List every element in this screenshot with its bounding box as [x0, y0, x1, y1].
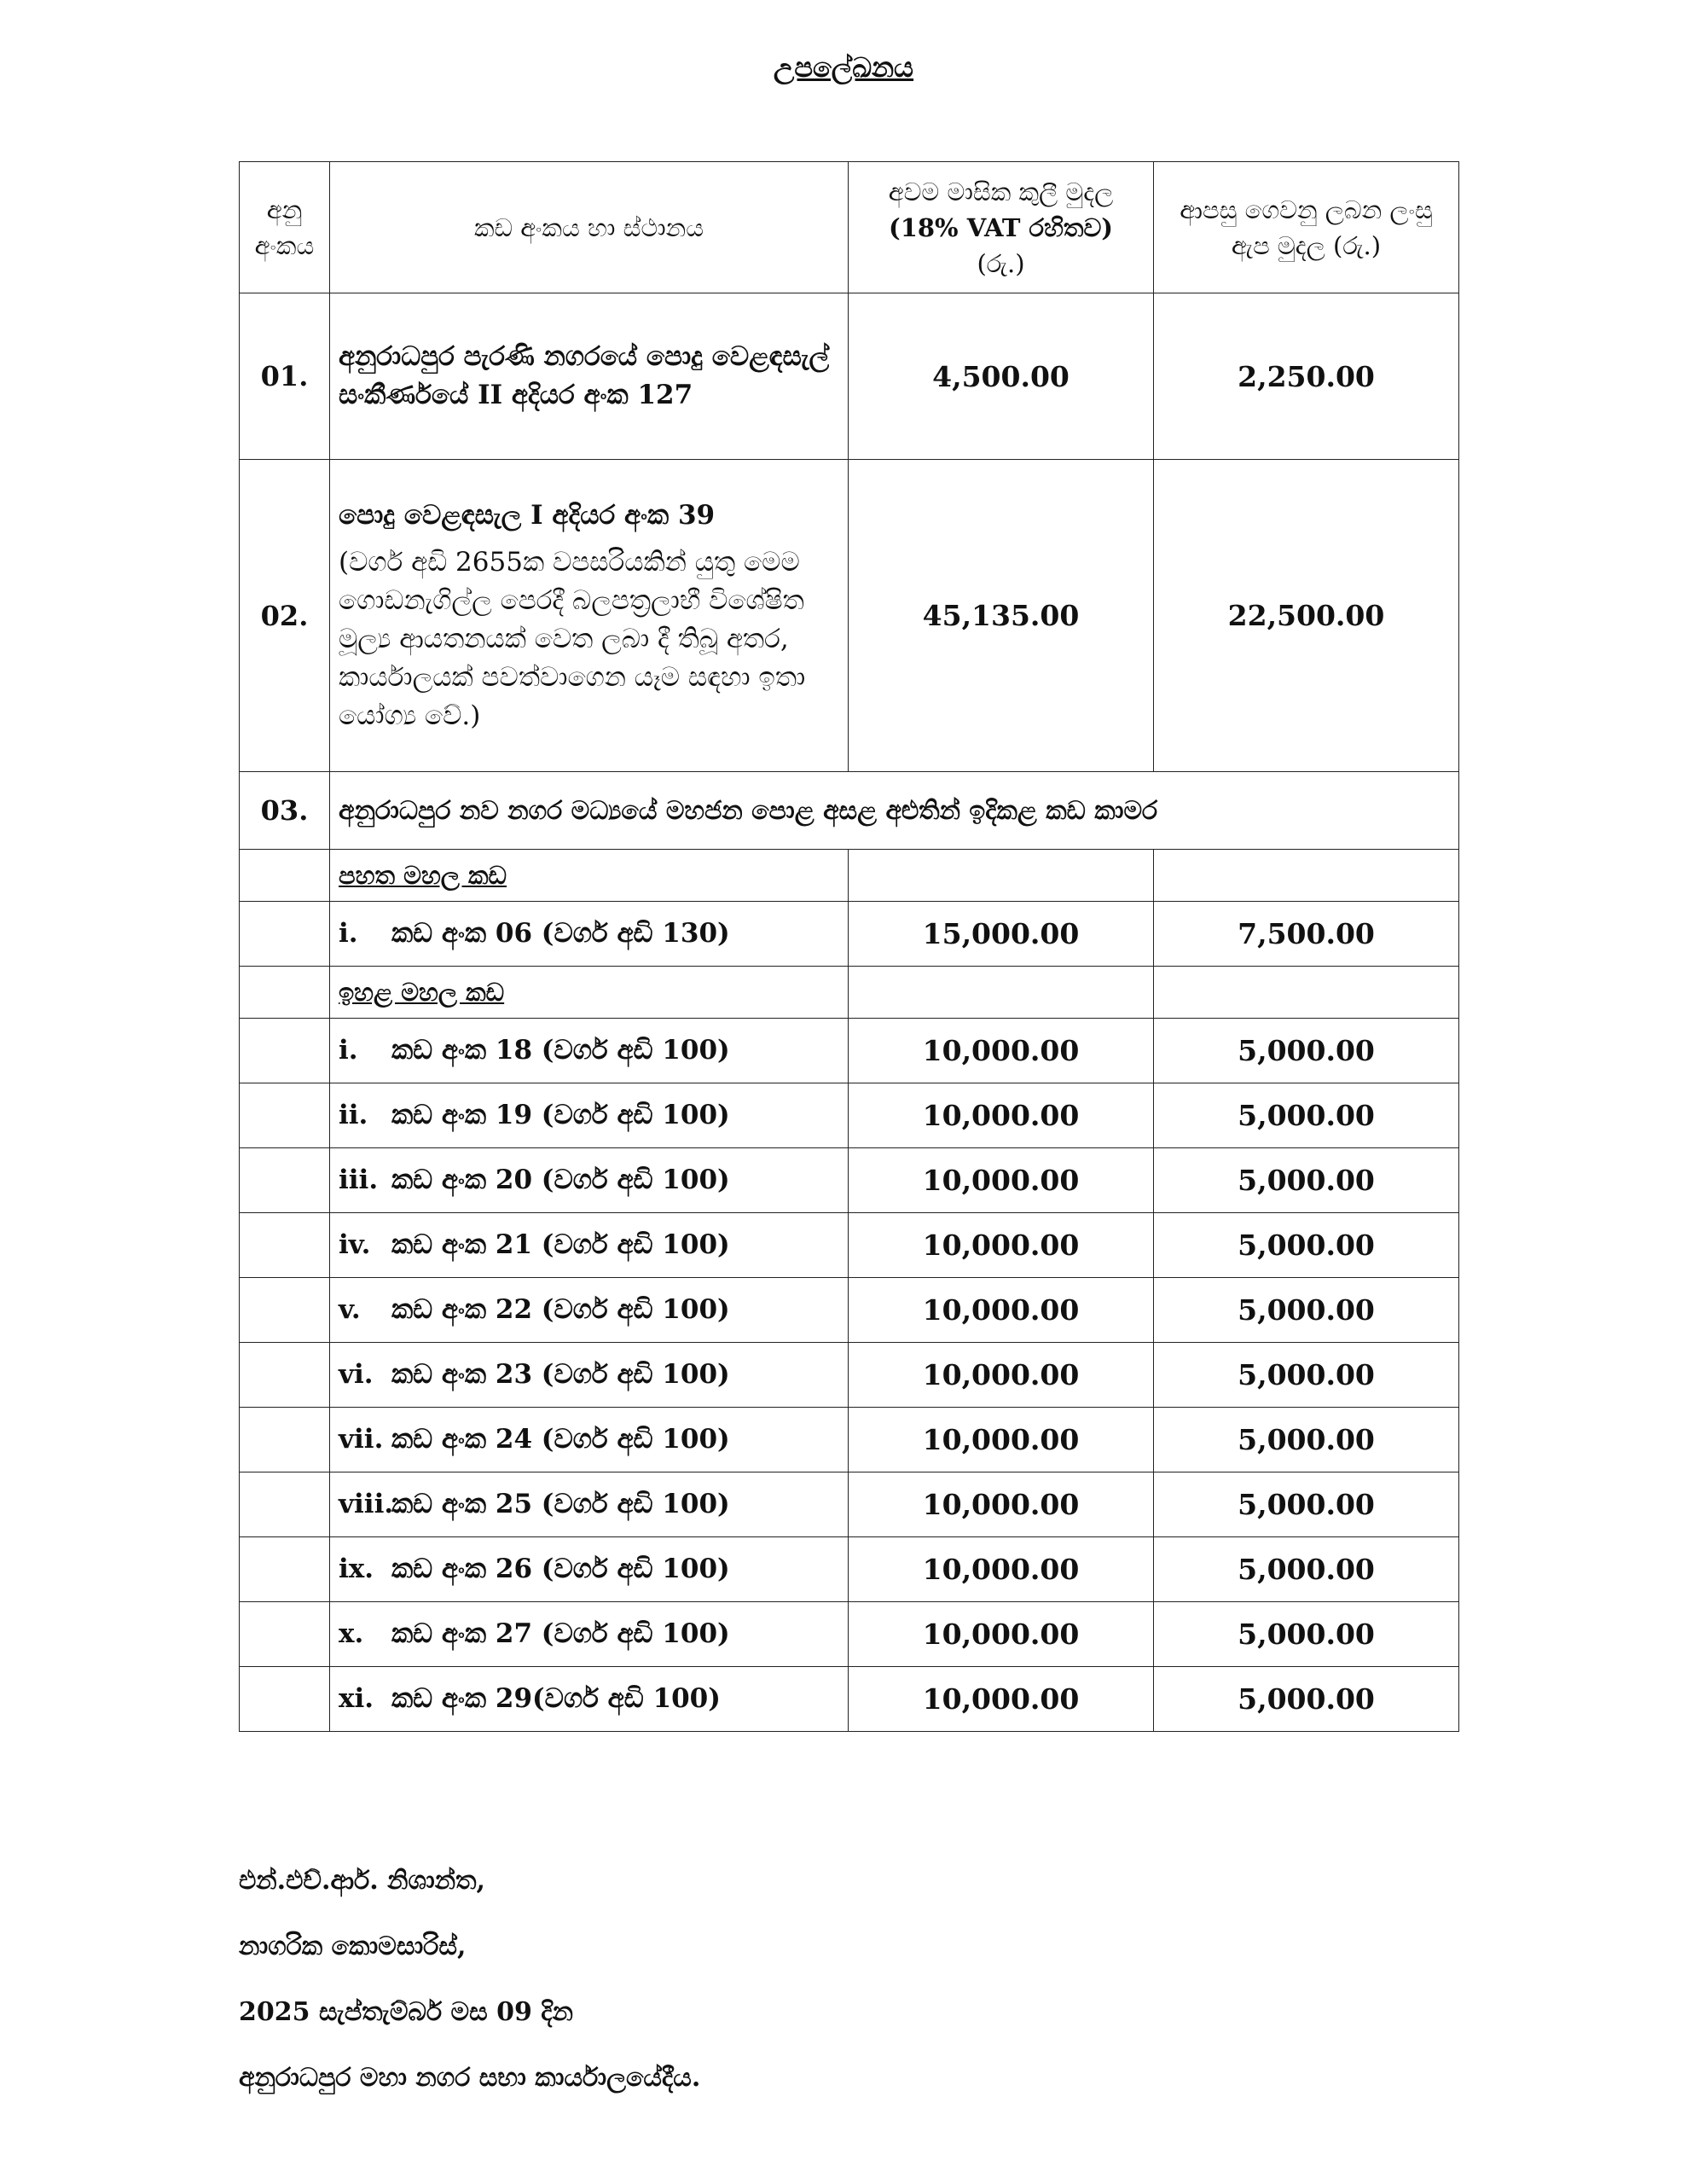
item-label: කඩ අංක 18 (වර්ග අඩි 100) — [391, 1035, 730, 1066]
row-deposit: 5,000.00 — [1154, 1408, 1459, 1472]
schedule-table — [239, 161, 1459, 1732]
document-title: උපලේඛනය — [773, 51, 914, 84]
row-deposit: 2,250.00 — [1154, 293, 1459, 460]
row-number: 03. — [240, 772, 330, 850]
row-rent: 10,000.00 — [849, 1019, 1154, 1083]
row-description: පොදු වෙළඳසැල I අදියර අංක 39 — [339, 499, 716, 531]
header-min-rent — [849, 162, 1154, 293]
shop-item — [330, 1148, 849, 1213]
table-row — [240, 1537, 1459, 1602]
shop-item — [330, 1343, 849, 1408]
empty-cell — [240, 1602, 330, 1667]
table-row — [240, 1408, 1459, 1472]
item-roman-numeral: ii. — [339, 1100, 368, 1130]
item-label: කඩ අංක 25 (වර්ග අඩි 100) — [391, 1489, 730, 1519]
shop-item — [330, 1537, 849, 1602]
row-rent: 10,000.00 — [849, 1278, 1154, 1343]
table-row — [240, 902, 1459, 967]
row-description-cell — [330, 460, 849, 772]
row-rent: 10,000.00 — [849, 1083, 1154, 1148]
empty-cell — [240, 850, 330, 902]
header-description: කඩ අංකය හා ස්ථානය — [330, 162, 849, 293]
empty-cell — [240, 1343, 330, 1408]
section-row-upper-floor — [240, 967, 1459, 1019]
item-label: කඩ අංක 22 (වර්ග අඩි 100) — [391, 1294, 730, 1325]
row-deposit: 5,000.00 — [1154, 1343, 1459, 1408]
row-deposit: 5,000.00 — [1154, 1213, 1459, 1278]
header-min-rent-line2: (18% VAT රහිතව) — [888, 212, 1114, 242]
shop-item — [330, 1472, 849, 1537]
shop-item — [330, 902, 849, 967]
shop-item — [330, 1083, 849, 1148]
item-label: කඩ අංක 27 (වර්ග අඩි 100) — [391, 1618, 730, 1649]
row-deposit: 7,500.00 — [1154, 902, 1459, 967]
item-label: කඩ අංක 24 (වර්ග අඩි 100) — [391, 1424, 730, 1455]
item-roman-numeral: ix. — [339, 1554, 374, 1584]
row-deposit: 5,000.00 — [1154, 1667, 1459, 1732]
empty-cell — [849, 850, 1154, 902]
table-row — [240, 1343, 1459, 1408]
item-label: කඩ අංක 23 (වර්ග අඩි 100) — [391, 1359, 730, 1390]
section-row-ground-floor — [240, 850, 1459, 902]
signature-place: අනුරාධපුර මහා නගර සභා කාර්යාලයේදීය. — [239, 2063, 701, 2093]
item-roman-numeral: iv. — [339, 1229, 371, 1260]
section-title: ඉහළ මහල කඩ — [330, 967, 849, 1019]
item-label: කඩ අංක 06 (වර්ග අඩි 130) — [391, 918, 730, 949]
row-rent: 45,135.00 — [849, 460, 1154, 772]
row-number: 01. — [240, 293, 330, 460]
row-note: (වර්ග අඩි 2655ක වපසරියකින් යුතු මෙම ගොඩනැගිල්ල පෙරදී බලපත්‍රලාභී විශේෂිත මූල්‍ය ආයතනයක් වෙත ලබා දී තිබූ අතර, කාර්යාලයක් පවත්වාගෙන යෑම සඳහා ඉතා යෝග්‍ය වේ.) — [339, 546, 806, 731]
row-deposit: 5,000.00 — [1154, 1602, 1459, 1667]
item-label: කඩ අංක 21 (වර්ග අඩි 100) — [391, 1229, 730, 1260]
row-deposit: 5,000.00 — [1154, 1148, 1459, 1213]
table-row — [240, 1278, 1459, 1343]
row-rent: 10,000.00 — [849, 1343, 1154, 1408]
shop-item — [330, 1602, 849, 1667]
empty-cell — [240, 1278, 330, 1343]
row-deposit: 5,000.00 — [1154, 1278, 1459, 1343]
empty-cell — [849, 967, 1154, 1019]
header-min-rent-line3: (රු.) — [977, 248, 1025, 278]
empty-cell — [240, 1148, 330, 1213]
header-min-rent-line1: අවම මාසික කුලී මුදල — [888, 177, 1114, 206]
row-description: අනුරාධපුර නව නගර මධ්‍යයේ මහජන පොළ අසළ අළුතින් ඉදිකළ කඩ කාමර — [330, 772, 1459, 850]
table-row — [240, 1667, 1459, 1732]
table-header-row — [240, 162, 1459, 293]
item-roman-numeral: i. — [339, 918, 358, 949]
item-roman-numeral: iii. — [339, 1165, 379, 1195]
table-row — [240, 772, 1459, 850]
empty-cell — [240, 902, 330, 967]
row-rent: 10,000.00 — [849, 1408, 1154, 1472]
row-number: 02. — [240, 460, 330, 772]
table-row — [240, 1602, 1459, 1667]
empty-cell — [240, 967, 330, 1019]
table-row — [240, 1148, 1459, 1213]
row-rent: 10,000.00 — [849, 1602, 1154, 1667]
section-title: පහත මහල කඩ — [330, 850, 849, 902]
item-roman-numeral: x. — [339, 1618, 364, 1649]
empty-cell — [1154, 850, 1459, 902]
shop-item — [330, 1019, 849, 1083]
table-row — [240, 293, 1459, 460]
row-rent: 10,000.00 — [849, 1148, 1154, 1213]
item-label: කඩ අංක 19 (වර්ග අඩි 100) — [391, 1100, 730, 1130]
table-row — [240, 1472, 1459, 1537]
item-roman-numeral: viii. — [339, 1489, 394, 1519]
empty-cell — [240, 1083, 330, 1148]
table-row — [240, 1083, 1459, 1148]
empty-cell — [1154, 967, 1459, 1019]
shop-item — [330, 1667, 849, 1732]
empty-cell — [240, 1213, 330, 1278]
item-roman-numeral: vi. — [339, 1359, 374, 1390]
row-deposit: 5,000.00 — [1154, 1019, 1459, 1083]
shop-item — [330, 1408, 849, 1472]
shop-item — [330, 1213, 849, 1278]
row-rent: 10,000.00 — [849, 1213, 1154, 1278]
table-row — [240, 460, 1459, 772]
empty-cell — [240, 1537, 330, 1602]
row-rent: 10,000.00 — [849, 1472, 1154, 1537]
item-roman-numeral: v. — [339, 1294, 361, 1325]
shop-item — [330, 1278, 849, 1343]
header-deposit: ආපසු ගෙවනු ලබන ලංසු ඇප මුදල (රු.) — [1154, 162, 1459, 293]
item-roman-numeral: vii. — [339, 1424, 384, 1455]
empty-cell — [240, 1408, 330, 1472]
row-rent: 10,000.00 — [849, 1537, 1154, 1602]
item-roman-numeral: xi. — [339, 1683, 374, 1714]
row-deposit: 5,000.00 — [1154, 1537, 1459, 1602]
item-label: කඩ අංක 29(වර්ග අඩි 100) — [391, 1683, 721, 1714]
header-serial-no: අනු අංකය — [240, 162, 330, 293]
table-row — [240, 1019, 1459, 1083]
signatory-name: එන්.එච්.ආර්. නිශාන්ත, — [239, 1866, 485, 1896]
empty-cell — [240, 1667, 330, 1732]
row-deposit: 5,000.00 — [1154, 1083, 1459, 1148]
row-deposit: 5,000.00 — [1154, 1472, 1459, 1537]
signatory-position: නාගරික කොමසාරිස්, — [239, 1931, 467, 1961]
empty-cell — [240, 1472, 330, 1537]
item-roman-numeral: i. — [339, 1035, 358, 1066]
signature-date: 2025 සැප්තැම්බර් මස 09 දින — [239, 1997, 573, 2027]
row-rent: 10,000.00 — [849, 1667, 1154, 1732]
row-deposit: 22,500.00 — [1154, 460, 1459, 772]
item-label: කඩ අංක 26 (වර්ග අඩි 100) — [391, 1554, 730, 1584]
row-rent: 15,000.00 — [849, 902, 1154, 967]
item-label: කඩ අංක 20 (වර්ග අඩි 100) — [391, 1165, 730, 1195]
row-description: අනුරාධපුර පැරණි නගරයේ පොදු වෙළඳසැල් සංකීර්ණයේ II අදියර අංක 127 — [330, 293, 849, 460]
table-row — [240, 1213, 1459, 1278]
row-rent: 4,500.00 — [849, 293, 1154, 460]
empty-cell — [240, 1019, 330, 1083]
